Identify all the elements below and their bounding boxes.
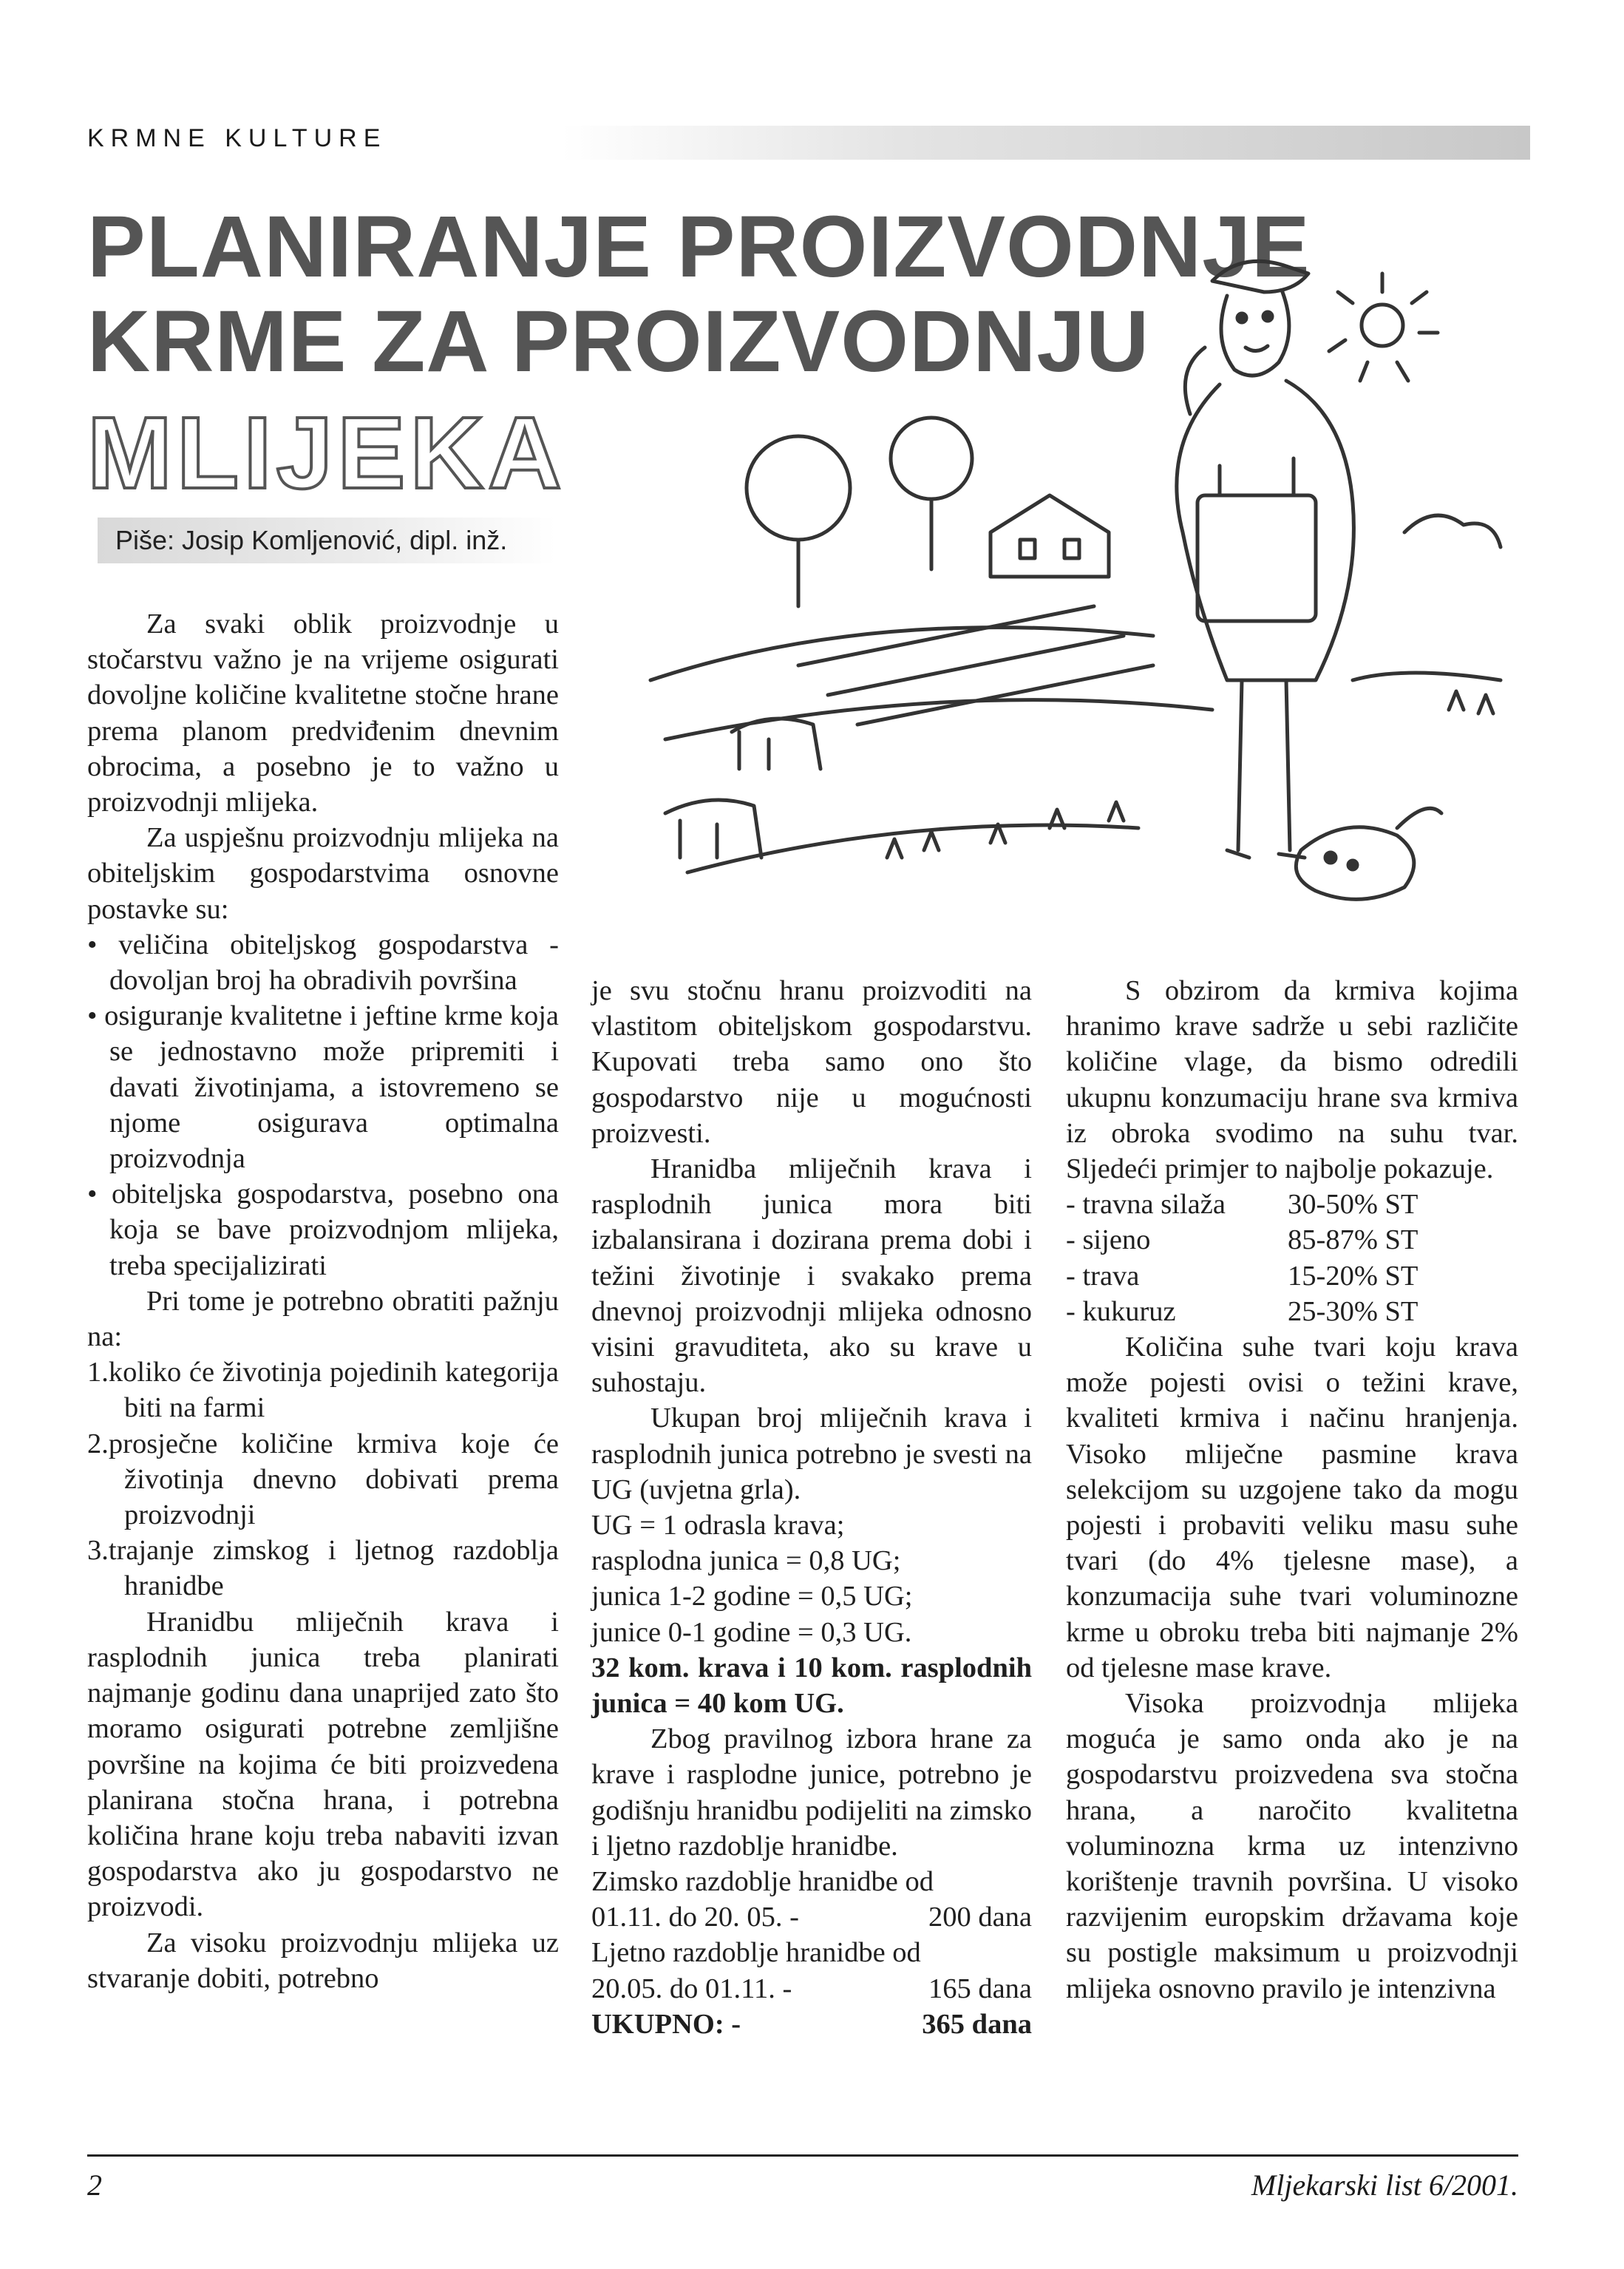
summer-period-row (591, 1971, 1032, 2007)
paragraph: Pri tome je potrebno obratiti pažnju na: (87, 1285, 559, 1353)
numbered-item: 3.trajanje zimskog i ljetnog razdoblja hranidbe (87, 1535, 559, 1602)
dry-matter-row (1066, 1258, 1518, 1294)
summer-dates: 20.05. do 01.11. - (591, 1973, 792, 2004)
text-column-2 (591, 973, 1032, 2042)
feed-name: - kukuruz (1066, 1295, 1176, 1327)
bullet-item: • osiguranje kvalitetne i jeftine krme koja se jednostavno može pripremiti i davati životinjama, a istovremeno se njome osigurava optimalna proizvodnja (87, 1000, 559, 1175)
feed-value: 30-50% ST (1288, 1189, 1419, 1221)
total-label: UKUPNO: - (591, 2008, 741, 2040)
paragraph: Količina suhe tvari koju krava može pojesti ovisi o težini krave, kvaliteti krmiva i načinu hranjenja. Visoko mliječne pasmine krava selekcijom su uzgojene tako da mogu pojesti i probaviti veliku masu suhe tvari (do 4% tjelesne mase), a konzumacija suhe tvari voluminozne krme u obroku treba biti najmanje 2% od tjelesne mase krave. (1066, 1332, 1518, 1683)
feed-value: 15-20% ST (1288, 1260, 1419, 1292)
section-label: KRMNE KULTURE (87, 124, 387, 152)
numbered-item: 2.prosječne količine krmiva koje će životinja dnevno dobivati prema proizvodnji (87, 1428, 559, 1531)
dry-matter-row (1066, 1294, 1518, 1329)
paragraph: Zbog pravilnog izbora hrane za krave i rasplodne junice, potrebno je godišnju hranidbu podijeliti na zimsko i ljetno razdoblje hranidbe. (591, 1723, 1032, 1862)
winter-days: 200 dana (928, 1902, 1032, 1933)
footer-rule (87, 2154, 1518, 2157)
author-byline: Piše: Josip Komljenović, dipl. inž. (98, 518, 556, 563)
summary-bold: 32 kom. krava i 10 kom. rasplodnih junica = 40 kom UG. (591, 1652, 1032, 1720)
formula-line: junica 1-2 godine = 0,5 UG; (591, 1581, 913, 1612)
formula-line: rasplodna junica = 0,8 UG; (591, 1545, 901, 1577)
title-line-3: MLIJEKA (87, 396, 566, 510)
dry-matter-row (1066, 1187, 1518, 1222)
paragraph: Za uspješnu proizvodnju mlijeka na obiteljskim gospodarstvima osnovne postavke su: (87, 822, 559, 925)
winter-dates: 01.11. do 20. 05. - (591, 1902, 799, 1933)
farmer-cartoon-illustration (577, 222, 1538, 969)
feed-name: - sijeno (1066, 1224, 1151, 1256)
total-row (591, 2007, 1032, 2042)
paragraph: Za svaki oblik proizvodnje u stočarstvu važno je na vrijeme osigurati dovoljne količine kvalitetne stočne hrane prema planom predviđenim dnevnim obrocima, a posebno je to važno u proizvodnji mlijeka. (87, 608, 559, 818)
bullet-item: • veličina obiteljskog gospodarstva - dovoljan broj ha obradivih površina (87, 929, 559, 997)
summer-period-label: Ljetno razdoblje hranidbe od (591, 1937, 921, 1969)
text-column-3 (1066, 973, 1518, 2007)
paragraph: Hranidbu mliječnih krava i rasplodnih junica treba planirati najmanje godinu dana unaprijed zato što moramo osigurati potrebne zemljišne površine na kojima će biti proizvedena planirana stočna hrana, i potrebna količina hrane koju treba nabaviti izvan gospodarstva ako ju gospodarstvo ne proizvodi. (87, 1606, 559, 1923)
feed-value: 25-30% ST (1288, 1295, 1419, 1327)
dry-matter-row (1066, 1222, 1518, 1258)
bullet-item: • obiteljska gospodarstva, posebno ona koja se bave proizvodnjom mlijeka, treba specijalizirati (87, 1178, 559, 1281)
summer-days: 165 dana (928, 1973, 1032, 2004)
paragraph: Visoka proizvodnja mlijeka moguća je samo onda ako je na gospodarstvu proizvedena sva stočna hrana, a naročito kvalitetna voluminozna krma uz intenzivno korištenje travnih površina. U visoko razvijenim europskim državama koje su postigle maksimum u proizvodnji mlijeka osnovno pravilo je intenzivna (1066, 1688, 1518, 2004)
text-column-1 (87, 606, 559, 1996)
feed-value: 85-87% ST (1288, 1224, 1419, 1256)
title-line-2: KRME ZA PROIZVODNJU (87, 293, 1150, 390)
title-line-1: PLANIRANJE PROIZVODNJE (87, 198, 1311, 296)
numbered-item: 1.koliko će životinja pojedinih kategorija biti na farmi (87, 1357, 559, 1424)
winter-period-label: Zimsko razdoblje hranidbe od (591, 1866, 934, 1898)
paragraph: Za visoku proizvodnju mlijeka uz stvaranje dobiti, potrebno (87, 1927, 559, 1994)
paragraph: Ukupan broj mliječnih krava i rasplodnih junica potrebno je svesti na UG (uvjetna grla). (591, 1403, 1032, 1505)
journal-issue: Mljekarski list 6/2001. (1251, 2168, 1518, 2202)
paragraph: S obzirom da krmiva kojima hranimo krave sadrže u sebi različite količine vlage, da bismo odredili ukupnu konzumaciju hrane sva krmiva iz obroka svodimo na suhu tvar. Sljedeći primjer to najbolje pokazuje. (1066, 975, 1518, 1185)
paragraph: Hranidba mliječnih krava i rasplodnih junica mora biti izbalansirana i dozirana prema dobi i težini životinje i svakako prema dnevnoj proizvodnji mlijeka odnosno visini gravuditeta, ako su krave u suhostaju. (591, 1153, 1032, 1399)
formula-line: UG = 1 odrasla krava; (591, 1510, 845, 1542)
header-bar (562, 126, 1530, 160)
winter-period-row (591, 1899, 1032, 1935)
total-days: 365 dana (922, 2008, 1032, 2040)
paragraph: je svu stočnu hranu proizvoditi na vlastitom obiteljskom gospodarstvu. Kupovati treba samo ono što gospodarstvo nije u mogućnosti proizvesti. (591, 975, 1032, 1149)
feed-name: - travna silaža (1066, 1189, 1226, 1221)
formula-line: junice 0-1 godine = 0,3 UG. (591, 1616, 912, 1648)
page-number: 2 (87, 2168, 102, 2202)
feed-name: - trava (1066, 1260, 1140, 1292)
